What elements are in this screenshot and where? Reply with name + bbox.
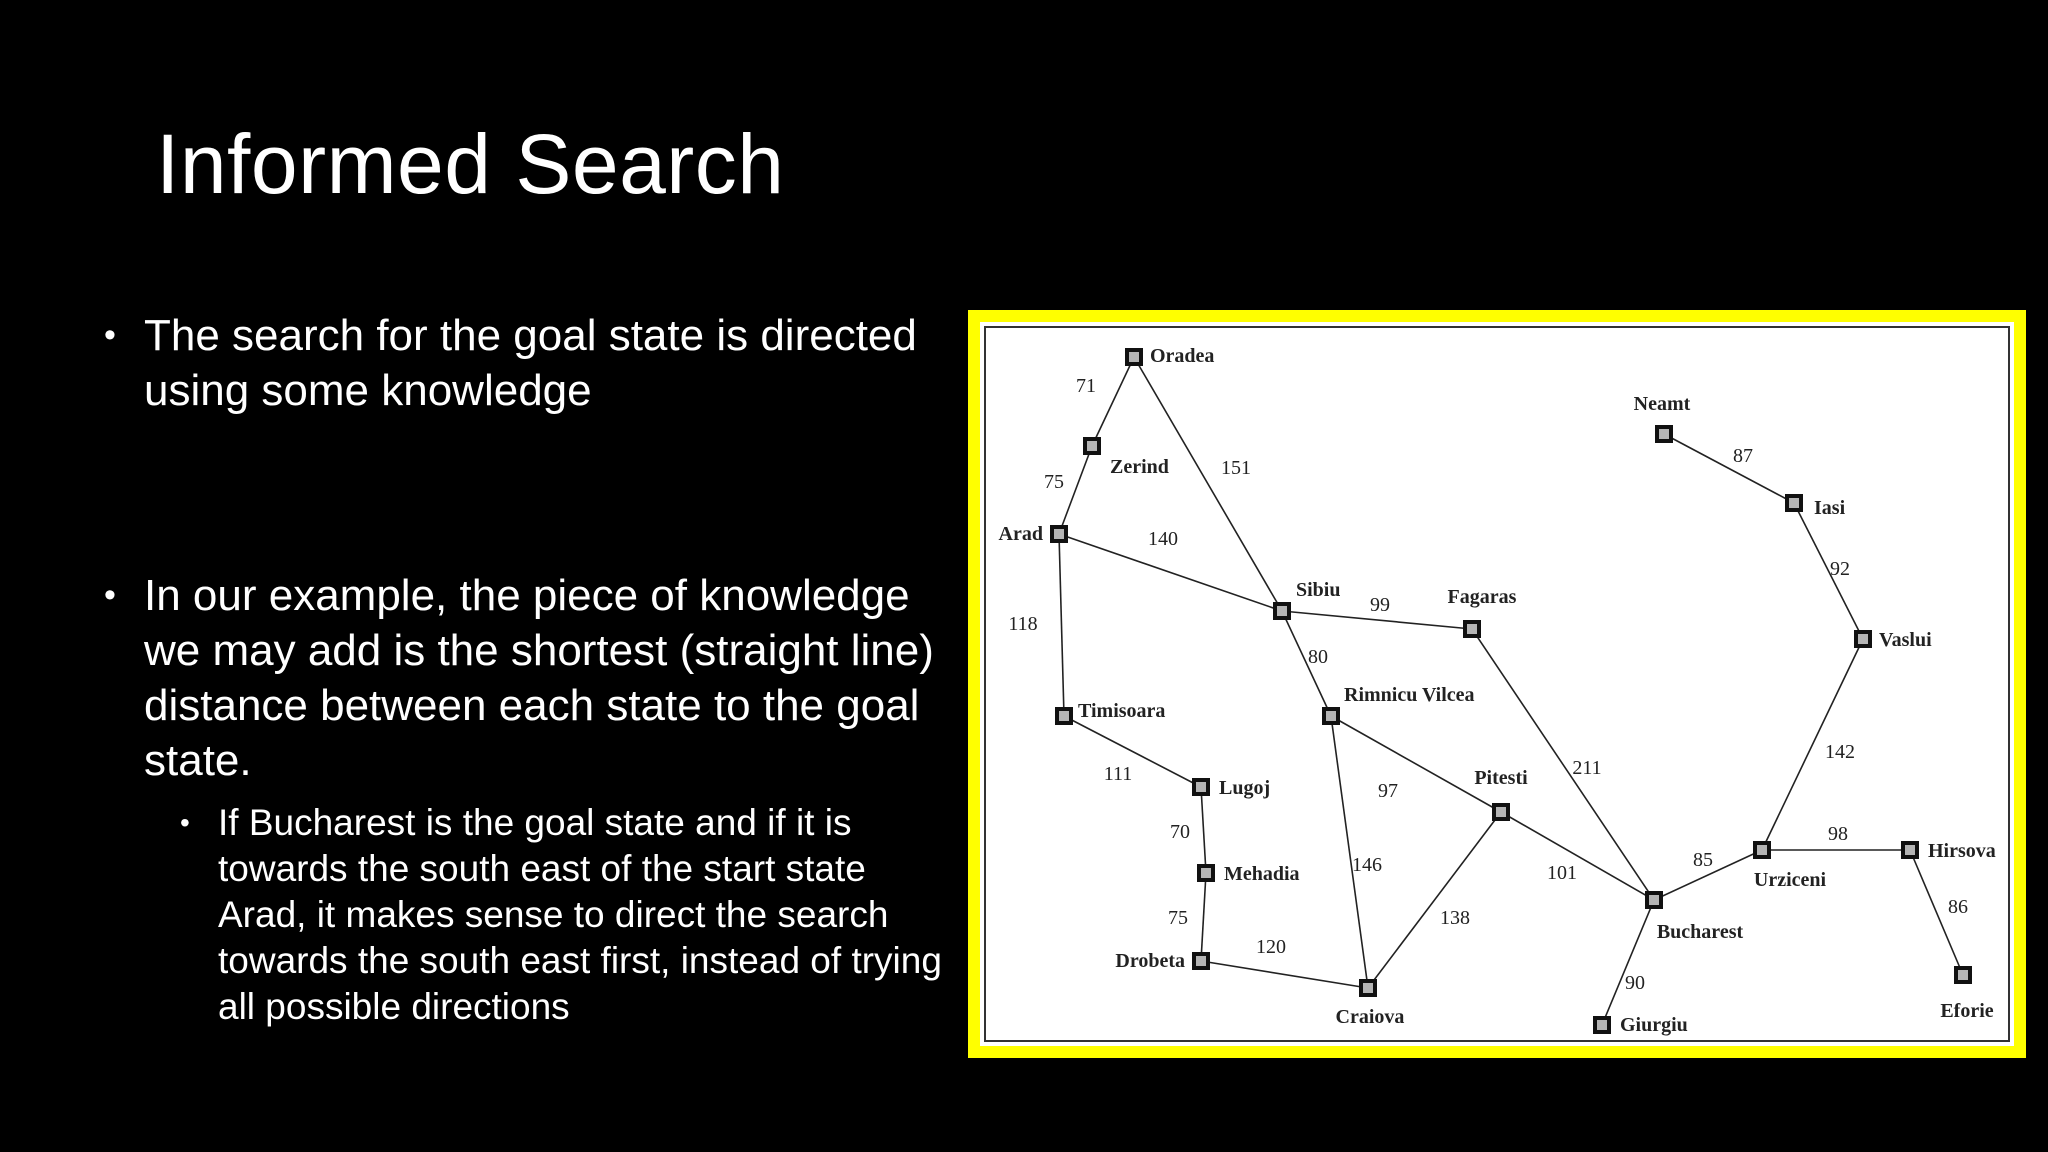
city-square-fill (1858, 634, 1868, 644)
city-square-fill (1363, 983, 1373, 993)
road-bucharest-giurgiu (1602, 900, 1654, 1025)
road-distance-label: 71 (1076, 375, 1096, 397)
city-square-fill (1905, 845, 1915, 855)
bullet-item (104, 568, 944, 1030)
road-oradea-zerind (1092, 357, 1134, 446)
city-square-fill (1129, 352, 1139, 362)
road-distance-label: 111 (1103, 763, 1133, 785)
city-square-fill (1496, 807, 1506, 817)
road-distance-label: 75 (1168, 907, 1188, 929)
road-distance-label: 92 (1830, 558, 1850, 580)
road-distance-label: 75 (1044, 471, 1064, 493)
city-square-fill (1277, 606, 1287, 616)
road-distance-label: 151 (1221, 457, 1251, 479)
road-pitesti-bucharest (1501, 812, 1654, 900)
road-distance-label: 101 (1547, 862, 1577, 884)
city-square-fill (1326, 711, 1336, 721)
city-square-fill (1789, 498, 1799, 508)
city-node-giurgiu (1593, 1016, 1611, 1034)
city-node-arad (1050, 525, 1068, 543)
romania-road-map (968, 310, 2026, 1058)
city-square-fill (1201, 868, 1211, 878)
city-square-fill (1757, 845, 1767, 855)
road-rimnicu-vilcea-pitesti (1331, 716, 1501, 812)
road-distance-label: 138 (1440, 907, 1470, 929)
road-distance-label: 120 (1256, 936, 1286, 958)
city-node-oradea (1125, 348, 1143, 366)
city-label-sibiu: Sibiu (1296, 579, 1341, 601)
road-fagaras-bucharest (1472, 629, 1654, 900)
city-node-zerind (1083, 437, 1101, 455)
city-node-iasi (1785, 494, 1803, 512)
city-label-urziceni: Urziceni (1753, 869, 1827, 891)
city-node-drobeta (1192, 952, 1210, 970)
road-distance-label: 86 (1948, 896, 1968, 918)
road-distance-label: 98 (1828, 823, 1848, 845)
city-node-lugoj (1192, 778, 1210, 796)
city-label-mehadia: Mehadia (1224, 863, 1300, 885)
road-oradea-sibiu (1134, 357, 1282, 611)
road-distance-label: 211 (1572, 757, 1602, 779)
road-distance-label: 142 (1825, 741, 1855, 763)
city-label-oradea: Oradea (1150, 345, 1215, 367)
city-square-fill (1196, 956, 1206, 966)
road-drobeta-craiova (1201, 961, 1368, 988)
city-square-fill (1467, 624, 1477, 634)
city-node-hirsova (1901, 841, 1919, 859)
city-square-fill (1054, 529, 1064, 539)
sub-bullet-text: If Bucharest is the goal state and if it is towards the south east of the start state Arad, it makes sense to direct the search towards the south east first, instead of trying all possible directions (218, 802, 942, 1027)
city-label-drobeta: Drobeta (1115, 950, 1185, 972)
city-label-iasi: Iasi (1814, 497, 1846, 519)
bullet-text: The search for the goal state is directed using some knowledge (144, 311, 917, 415)
slide-title: Informed Search (156, 117, 785, 211)
road-distance-label: 140 (1148, 528, 1178, 550)
bullet-dot-icon: • (104, 316, 116, 354)
bullet-dot-icon: • (180, 807, 190, 838)
city-node-eforie (1954, 966, 1972, 984)
city-label-lugoj: Lugoj (1219, 777, 1271, 799)
road-distance-label: 146 (1352, 854, 1382, 876)
city-node-vaslui (1854, 630, 1872, 648)
road-distance-label: 80 (1308, 646, 1328, 668)
city-label-craiova: Craiova (1335, 1006, 1405, 1028)
city-label-bucharest: Bucharest (1656, 921, 1744, 943)
city-square-fill (1059, 711, 1069, 721)
city-label-arad: Arad (998, 523, 1043, 545)
road-arad-timisoara (1059, 534, 1064, 716)
road-rimnicu-vilcea-craiova (1331, 716, 1368, 988)
road-iasi-neamt (1664, 434, 1794, 503)
city-label-hirsova: Hirsova (1928, 840, 1996, 862)
city-node-fagaras (1463, 620, 1481, 638)
road-distance-label: 99 (1370, 594, 1390, 616)
road-distance-label: 70 (1170, 821, 1190, 843)
city-square-fill (1087, 441, 1097, 451)
road-vaslui-iasi (1794, 503, 1863, 639)
city-node-urziceni (1753, 841, 1771, 859)
city-label-zerind: Zerind (1110, 456, 1169, 478)
city-square-fill (1958, 970, 1968, 980)
bullet-list (104, 308, 944, 1030)
road-craiova-pitesti (1368, 812, 1501, 988)
road-mehadia-drobeta (1201, 873, 1206, 961)
city-node-mehadia (1197, 864, 1215, 882)
road-distance-label: 118 (1008, 613, 1038, 635)
city-node-rimnicu-vilcea (1322, 707, 1340, 725)
bullet-dot-icon: • (104, 576, 116, 614)
city-square-fill (1649, 895, 1659, 905)
city-node-bucharest (1645, 891, 1663, 909)
road-distance-label: 85 (1693, 849, 1713, 871)
city-label-rimnicu-vilcea: Rimnicu Vilcea (1344, 684, 1475, 706)
city-square-fill (1597, 1020, 1607, 1030)
sub-bullet-item (180, 800, 944, 1030)
road-lugoj-mehadia (1201, 787, 1206, 873)
city-label-timisoara: Timisoara (1078, 700, 1166, 722)
road-distance-label: 90 (1625, 972, 1645, 994)
city-label-giurgiu: Giurgiu (1620, 1014, 1688, 1036)
city-label-pitesti: Pitesti (1474, 767, 1528, 789)
city-square-fill (1196, 782, 1206, 792)
road-timisoara-lugoj (1064, 716, 1201, 787)
city-label-eforie: Eforie (1940, 1000, 1994, 1022)
city-label-vaslui: Vaslui (1879, 629, 1932, 651)
city-node-pitesti (1492, 803, 1510, 821)
city-label-fagaras: Fagaras (1447, 586, 1517, 608)
city-label-neamt: Neamt (1633, 393, 1691, 415)
road-distance-label: 97 (1378, 780, 1398, 802)
sub-bullet-list (144, 800, 944, 1030)
city-square-fill (1659, 429, 1669, 439)
city-node-sibiu (1273, 602, 1291, 620)
road-distance-label: 87 (1733, 445, 1753, 467)
city-node-neamt (1655, 425, 1673, 443)
city-node-timisoara (1055, 707, 1073, 725)
bullet-text: In our example, the piece of knowledge we may add is the shortest (straight line) distance between each state to the goal state. (144, 571, 934, 785)
bullet-item (104, 308, 944, 418)
city-node-craiova (1359, 979, 1377, 997)
